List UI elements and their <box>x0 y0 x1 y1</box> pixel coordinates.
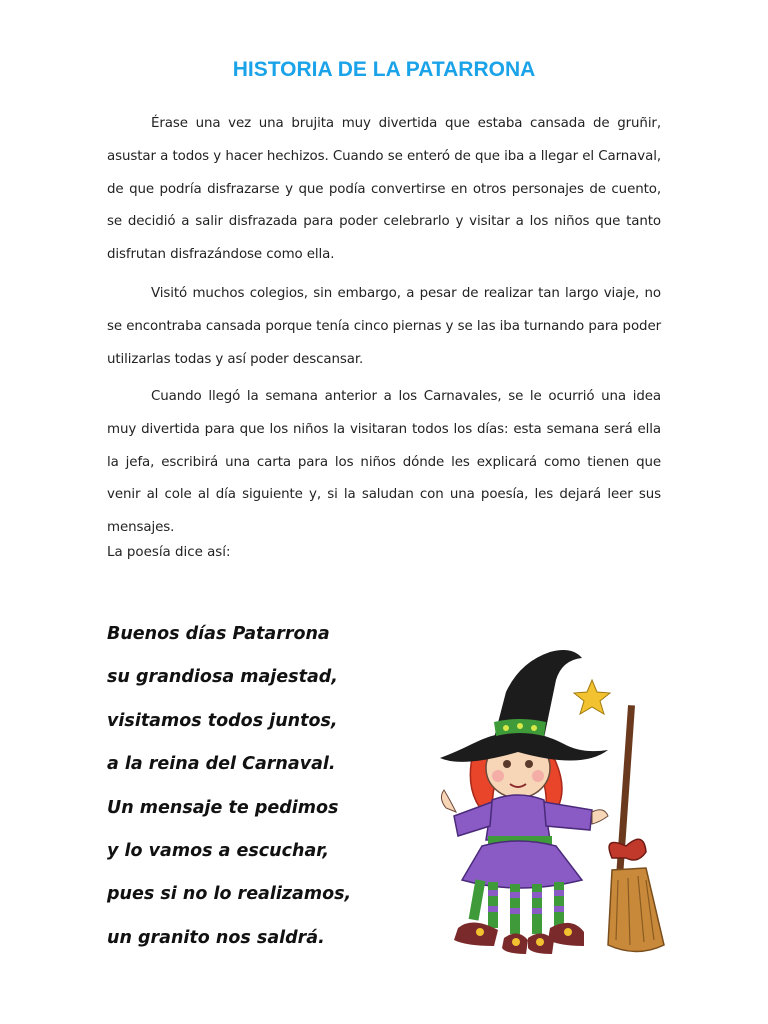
poem-line: su grandiosa majestad, <box>107 667 338 688</box>
poem-intro: La poesía dice así: <box>107 545 231 560</box>
dress-icon <box>441 790 608 888</box>
paragraph-1: Érase una vez una brujita muy divertida que estaba cansada de gruñir, asustar a todos y hacer hechizos. Cuando se enteró de que iba a llegar el Carnaval, de que podría disfrazarse y que podía convertirse en otros personajes de cuento, se decidió a salir disfrazada para poder celebrarlo y visitar a los niños que tanto disfrutan disfrazándose como ella. <box>107 116 661 263</box>
broom-icon <box>608 705 664 951</box>
legs-icon <box>454 879 584 954</box>
hat-icon <box>440 650 610 762</box>
paragraph-3: Cuando llegó la semana anterior a los Carnavales, se le ocurrió una idea muy divertida para que los niños la visitaran todos los días: esta semana será ella la jefa, escribirá una carta para los niños dónde les explicará como tienen que venir al cole al día siguiente y, si la saludan con una poesía, les dejará leer sus mensajes. <box>107 389 661 536</box>
poem <box>107 614 351 961</box>
poem-line: un granito nos saldrá. <box>107 927 325 948</box>
poem-line: a la reina del Carnaval. <box>107 754 336 775</box>
poem-line: y lo vamos a escuchar, <box>107 840 329 861</box>
paragraph-2: Visitó muchos colegios, sin embargo, a pesar de realizar tan largo viaje, no se encontraba cansada porque tenía cinco piernas y se las iba turnando para poder utilizarlas todas y así poder descansar. <box>107 286 661 367</box>
poem-line: Buenos días Patarrona <box>107 624 330 644</box>
poem-line: pues si no lo realizamos, <box>107 884 352 905</box>
witch-illustration <box>432 640 678 970</box>
page-title: HISTORIA DE LA PATARRONA <box>232 58 536 81</box>
poem-line: visitamos todos juntos, <box>107 710 338 731</box>
poem-line: Un mensaje te pedimos <box>107 797 339 818</box>
